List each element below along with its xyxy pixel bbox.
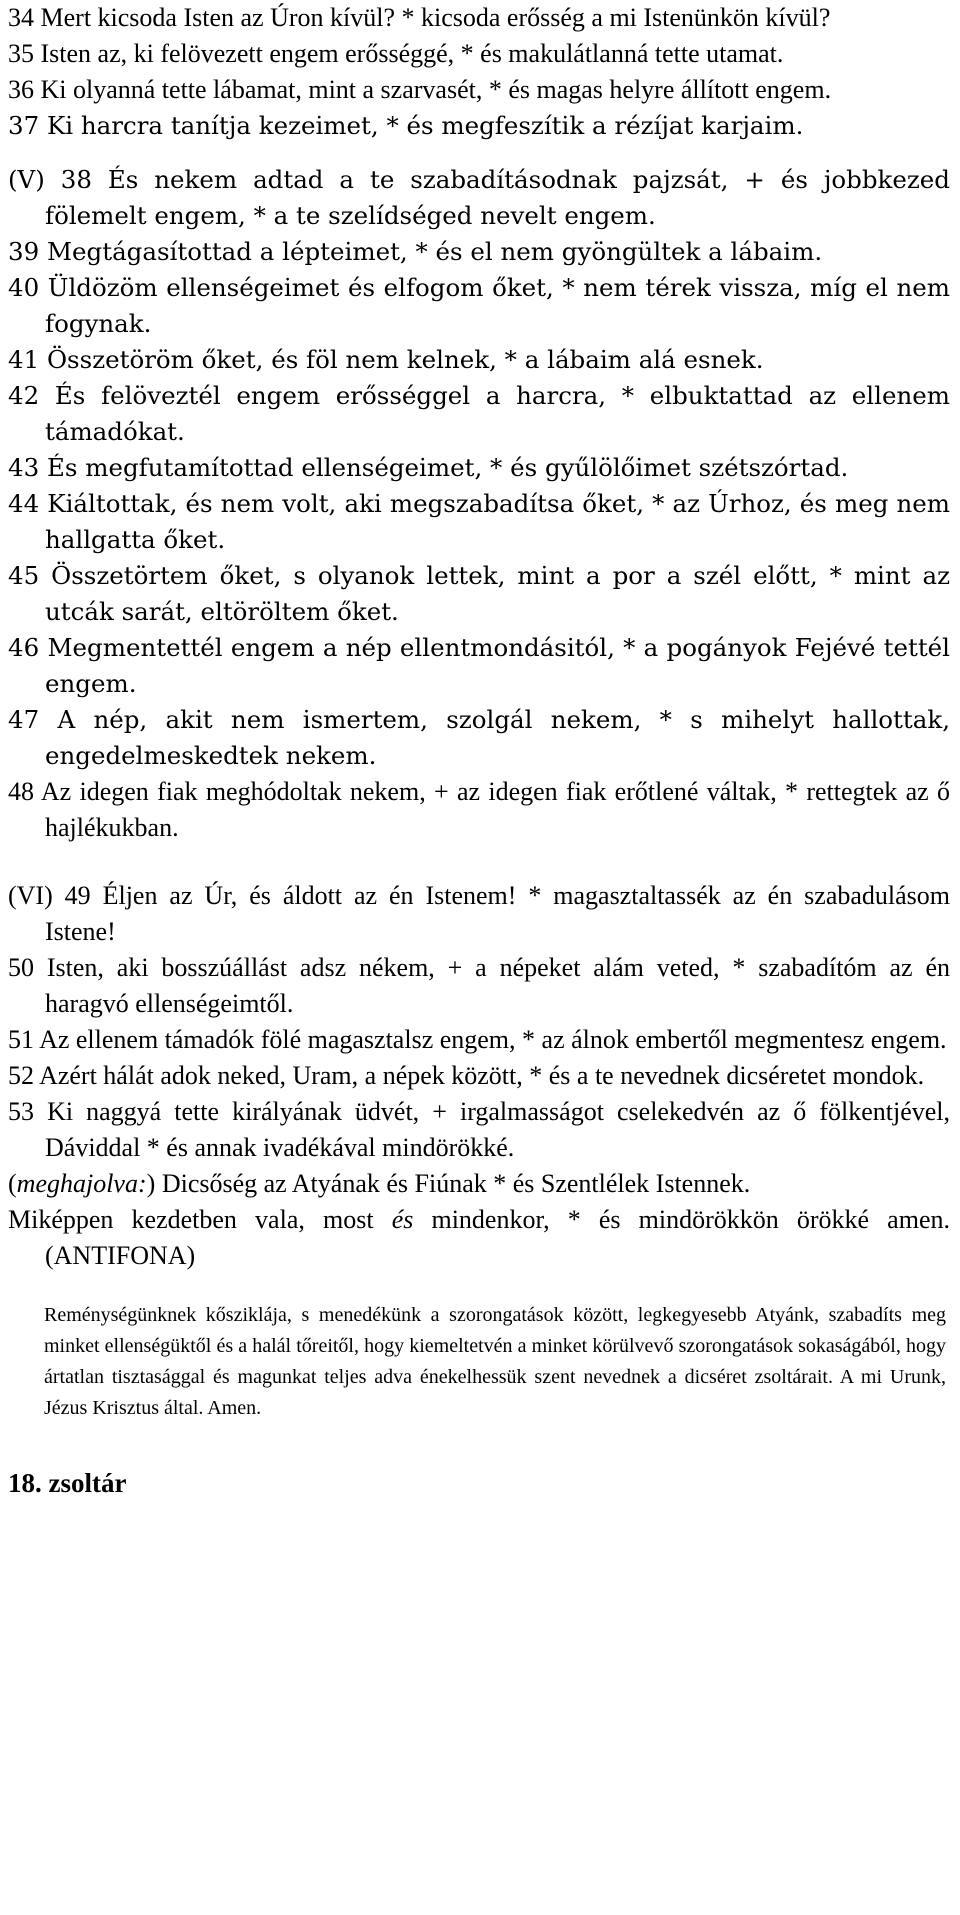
verse-39: 39 Megtágasítottad a lépteimet, * és el nem gyöngültek a lábaim. [8,237,823,266]
doxology-text-2b: mindenkor, * és mindörökkön örökké amen. (ANTIFONA) [45,1205,950,1270]
verse-38: (V) 38 És nekem adtad a te szabadításodnak pajzsát, + és jobbkezed fölemelt engem, * a te szelídséged nevelt engem. [8,165,950,230]
doxology-text-1: Dicsőség az Atyának és Fiúnak * és Szentlélek Istennek. [155,1169,751,1198]
verse-51: 51 Az ellenem támadók fölé magasztalsz engem, * az álnok embertől megmentesz engem. [8,1025,947,1054]
section-gap [8,144,950,162]
section-gap [8,1424,950,1466]
closing-prayer: Reménységünknek kősziklája, s menedékünk a szorongatások között, legkegyesebb Atyánk, szabadíts meg minket ellenségüktől és a halál tőreitől, hogy kiemeltetvén a minket körülvevő szorongatások sokaságából, hogy ártatlan tisztasággal és magunkat teljes adva énekelhessük szent nevednek a dicséret zsoltárait. A mi Urunk, Jézus Krisztus által. Amen. [44,1304,946,1419]
verse-45: 45 Összetörtem őket, s olyanok lettek, mint a por a szél előtt, * mint az utcák sarát, eltöröltem őket. [8,561,950,626]
verse-44: 44 Kiáltottak, és nem volt, aki megszabadítsa őket, * az Úrhoz, és meg nem hallgatta őket. [8,489,950,554]
doxology-line-1 [8,1166,950,1202]
rubric-close-paren: ) [146,1169,156,1198]
rubric-bow: meghajolva: [16,1169,147,1198]
verse-49: (VI) 49 Éljen az Úr, és áldott az én Istenem! * magasztaltassék az én szabadulásom Istene! [8,881,950,946]
verse-42: 42 És felöveztél engem erősséggel a harcra, * elbuktattad az ellenem támadókat. [8,381,950,446]
verse-43: 43 És megfutamítottad ellenségeimet, * és gyűlölőimet szétszórtad. [8,453,849,482]
verse-46: 46 Megmentettél engem a nép ellentmondásitól, * a pogányok Fejévé tettél engem. [8,633,950,698]
verse-50: 50 Isten, aki bosszúállást adsz nékem, + a népeket alám veted, * szabadítóm az én haragvó ellenségeimtől. [8,953,950,1018]
verse-36: 36 Ki olyanná tette lábamat, mint a szarvasét, * és magas helyre állított engem. [8,75,832,104]
section-vi [8,878,950,1274]
verse-48: 48 Az idegen fiak meghódoltak nekem, + az idegen fiak erőtlené váltak, * rettegtek az ő hajlékukban. [8,777,950,842]
verse-35: 35 Isten az, ki felövezett engem erősséggé, * és makulátlanná tette utamat. [8,39,784,68]
verse-52: 52 Azért hálát adok neked, Uram, a népek között, * és a te nevednek dicséretet mondok. [8,1061,925,1090]
verse-41: 41 Összetöröm őket, és föl nem kelnek, * a lábaim alá esnek. [8,345,764,374]
verse-53: 53 Ki naggyá tette királyának üdvét, + irgalmasságot cselekedvén az ő fölkentjével, Dáviddal * és annak ivadékával mindörökké. [8,1097,950,1162]
doxology-text-2a: Miképpen kezdetben vala, most [8,1205,392,1234]
doxology-es: és [391,1205,414,1234]
psalm-page [8,0,950,1500]
verse-47: 47 A nép, akit nem ismertem, szolgál nekem, * s mihelyt hallottak, engedelmeskedtek nekem. [8,705,950,770]
section-gap [8,846,950,878]
section-gap [8,1274,950,1300]
rubric-open-paren: ( [8,1169,17,1198]
doxology-line-2 [8,1202,950,1274]
verse-40: 40 Üldözöm ellenségeimet és elfogom őket, * nem térek vissza, míg el nem fogynak. [8,273,950,338]
verse-34: 34 Mert kicsoda Isten az Úron kívül? * kicsoda erősség a mi Istenünkön kívül? [8,3,831,32]
next-psalm-heading: 18. zsoltár [8,1468,127,1498]
verse-37: 37 Ki harcra tanítja kezeimet, * és megfeszítik a rézíjat karjaim. [8,111,804,140]
section-iv-tail [8,0,950,144]
section-v [8,162,950,846]
